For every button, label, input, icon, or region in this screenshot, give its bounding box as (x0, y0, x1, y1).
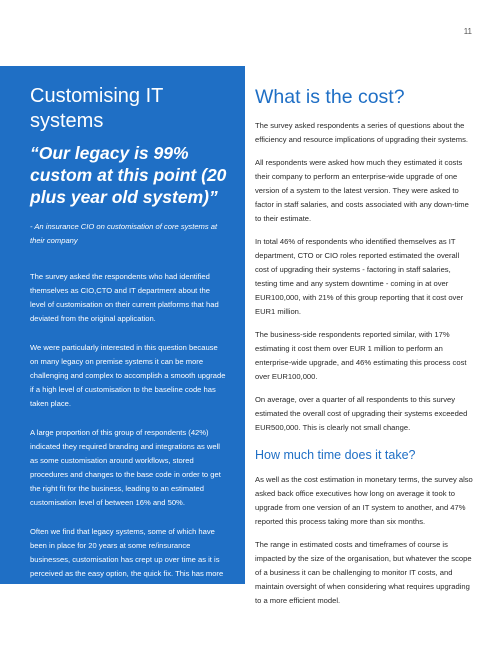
main-paragraph: In total 46% of respondents who identified themselves as IT department, CTO or CIO roles reported estimated the overall cost of upgrading their systems - factoring in staff salaries, testing time and any system downtime - coming in at over EUR100,000, with 21% of this group reporting that it cost over EUR1 million. (255, 237, 464, 316)
page-number: 11 (463, 27, 472, 36)
sidebar-title: Customising IT systems (30, 85, 164, 132)
sidebar-paragraph: The survey asked the respondents who had identified themselves as CIO,CTO and IT department about the level of customisation on their current platforms that had deviated from the original application. (30, 272, 219, 323)
sidebar-paragraph: A large proportion of this group of respondents (42%) indicated they required branding and integrations as well as some customisation around workflows, stored procedures and changes to the base code in order to get the right fit for the business, leading to an estimated customisation level of between 16% and 50%. (30, 428, 221, 507)
main-paragraph: The range in estimated costs and timeframes of course is impacted by the size of the organisation, but whatever the scope of a business it can be challenging to monitor IT costs, and maintain oversight of when considering what requires upgrading to a more efficient model. (255, 540, 472, 605)
sidebar-panel (0, 66, 245, 634)
main-paragraph: As well as the cost estimation in monetary terms, the survey also asked back office executives how long on average it took to upgrade from one version of an IT system to another, and 47% reported this process taking more than six months. (255, 475, 473, 526)
main-column (255, 84, 475, 608)
main-paragraph: The survey asked respondents a series of questions about the efficiency and resource implications of upgrading their systems. (255, 121, 469, 144)
quote-attribution: - An insurance CIO on customisation of core systems at their company (30, 222, 218, 245)
main-paragraph: The business-side respondents reported similar, with 17% estimating it cost them over EUR 1 million to perform an enterprise-wide upgrade, and 46% estimating this process cost over EUR100,000. (255, 330, 467, 381)
main-paragraph: All respondents were asked how much they estimated it costs their company to perform an enterprise-wide upgrade of one version of a system to the latest version. They were asked to factor in staff salaries, and costs associated with any down-time to their estimate. (255, 158, 469, 223)
sidebar-paragraph: We were particularly interested in this question because on many legacy on premise systems it can be more challenging and complex to accomplish a smooth upgrade if a high level of customisation to the baseline code has taken place. (30, 343, 226, 408)
section-subheading: How much time does it take? (255, 448, 416, 462)
main-paragraph: On average, over a quarter of all respondents to this survey estimated the overall cost of upgrading their systems exceeded EUR500,000. This is clearly not small change. (255, 395, 468, 432)
pull-quote: “Our legacy is 99% custom at this point (20 plus year old system)” (30, 143, 227, 207)
sidebar-paragraph: Often we find that legacy systems, some of which have been in place for 20 years at some re/insurance businesses, customisation has crept up over time as it is perceived as the easy option, the quick fix. This has more often than not been accompanied by delays to upgrades, more cost, effort and resources required to maintain and upgrade the system, and a higher risk of bugs and glitches. (30, 527, 224, 634)
main-title: What is the cost? (255, 86, 405, 108)
